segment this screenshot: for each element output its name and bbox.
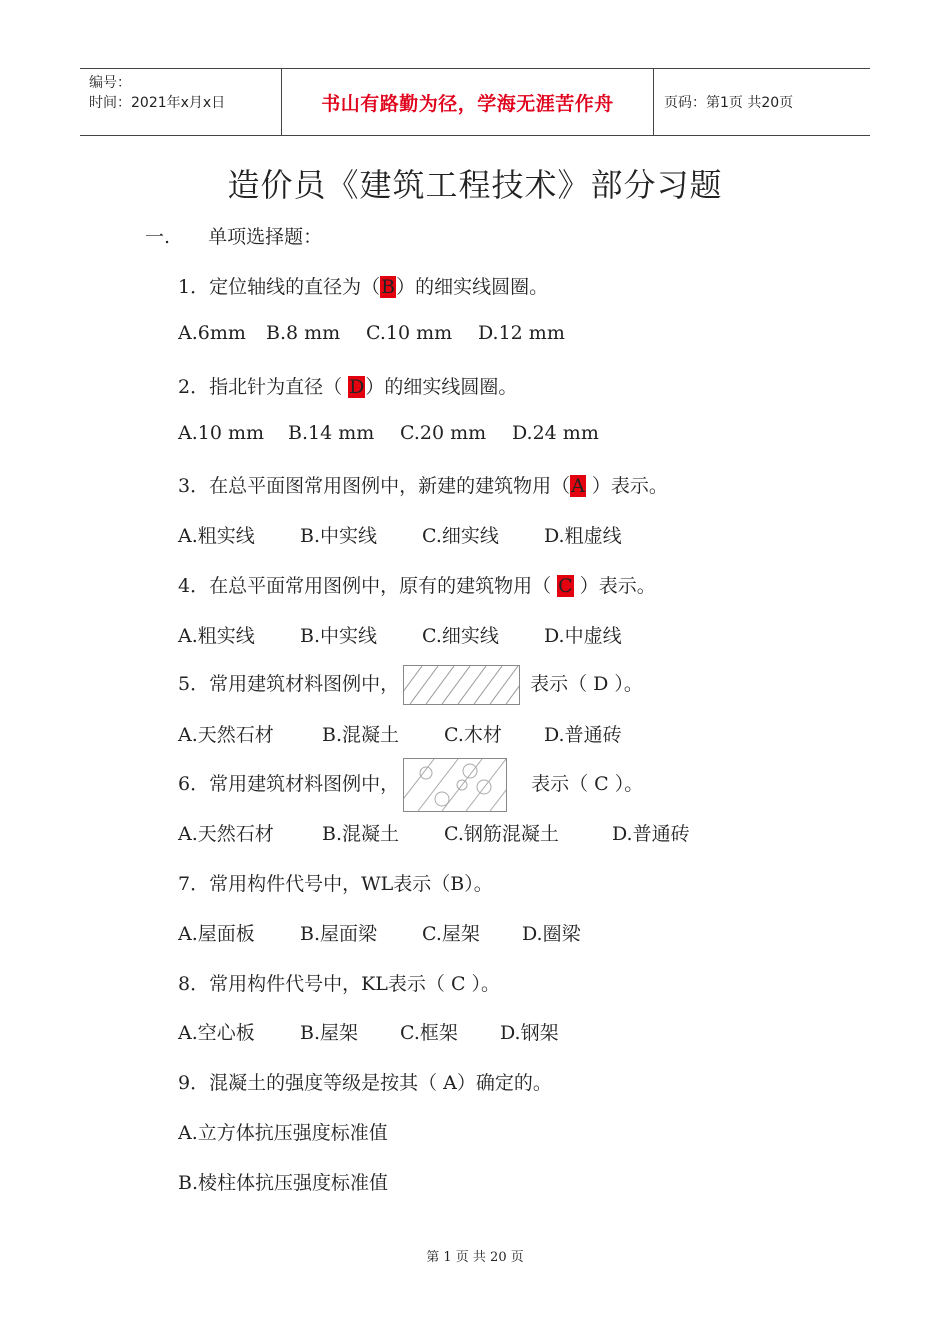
- answer-highlight: A: [571, 475, 585, 497]
- header-motto-cell: [282, 69, 654, 135]
- question-text: ）表示。: [573, 575, 656, 597]
- number-label: 编号：: [89, 75, 131, 91]
- option: B.中实线: [300, 625, 378, 647]
- option: C.屋架: [422, 923, 480, 945]
- question-6: [178, 758, 643, 812]
- option: A.屋面板: [178, 923, 255, 945]
- time-label: 时间：2021年x月x日: [89, 95, 226, 111]
- question-text: 3．在总平面图常用图例中，新建的建筑物用（: [178, 475, 571, 497]
- question-8: 8．常用构件代号中，KL表示（ C ）。: [178, 973, 501, 995]
- option: C.10 mm: [366, 322, 453, 344]
- question-text: 表示（ D ）。: [530, 673, 643, 695]
- option: C.钢筋混凝土: [444, 823, 559, 845]
- question-text: 4．在总平面常用图例中，原有的建筑物用（: [178, 575, 558, 597]
- question-6-options: [178, 819, 690, 846]
- option: B.8 mm: [266, 322, 341, 344]
- answer-highlight: D: [349, 376, 365, 398]
- option: C.木材: [444, 724, 502, 746]
- question-8-options: [178, 1018, 559, 1045]
- option: A.天然石材: [178, 724, 274, 746]
- question-7: 7．常用构件代号中，WL表示（B）。: [178, 873, 493, 895]
- question-text: 6．常用建筑材料图例中，: [178, 773, 400, 795]
- motto-text: 书山有路勤为径，学海无涯苦作舟: [321, 92, 614, 115]
- question-text: ）的细实线圆圈。: [365, 376, 518, 398]
- question-4: [178, 571, 656, 598]
- answer-highlight: C: [558, 575, 573, 597]
- option: D.24 mm: [512, 422, 599, 444]
- option: D.粗虚线: [544, 525, 622, 547]
- option: B.屋架: [300, 1022, 359, 1044]
- option: A.空心板: [178, 1022, 255, 1044]
- option: C.20 mm: [400, 422, 487, 444]
- question-text: 2．指北针为直径（: [178, 376, 349, 398]
- option: D.钢架: [500, 1022, 559, 1044]
- option: A.粗实线: [178, 525, 255, 547]
- question-4-options: [178, 621, 622, 648]
- option: B.14 mm: [288, 422, 375, 444]
- page-info: 页码：第1页 共20页: [664, 95, 794, 111]
- header-page-info-cell: [654, 69, 870, 135]
- question-1-options: [178, 322, 565, 344]
- question-text: 表示（ C ）。: [531, 773, 644, 795]
- option: D.中虚线: [544, 625, 622, 647]
- option: C.细实线: [422, 625, 499, 647]
- option: A.天然石材: [178, 823, 274, 845]
- question-5: [178, 665, 643, 705]
- option: D.12 mm: [478, 322, 565, 344]
- header-table: [80, 68, 870, 136]
- question-text: 5．常用建筑材料图例中，: [178, 673, 400, 695]
- question-3: [178, 471, 668, 498]
- header-meta: [80, 69, 282, 135]
- option: A.6mm: [178, 322, 246, 344]
- question-3-options: [178, 521, 622, 548]
- option: D.普通砖: [612, 823, 690, 845]
- wood-hatch-legend-icon: [403, 665, 520, 705]
- section-label: 单项选择题：: [208, 226, 323, 248]
- question-9-option-a: A.立方体抗压强度标准值: [178, 1122, 388, 1144]
- question-2-options: [178, 422, 599, 444]
- question-5-options: [178, 720, 622, 747]
- question-9-option-b: B.棱柱体抗压强度标准值: [178, 1172, 389, 1194]
- option: B.中实线: [300, 525, 378, 547]
- answer-highlight: B: [381, 276, 396, 298]
- section-marker: 一.: [145, 226, 171, 248]
- option: C.框架: [400, 1022, 458, 1044]
- option: B.混凝土: [322, 823, 400, 845]
- document-title: 造价员《建筑工程技术》部分习题: [227, 166, 723, 204]
- question-1: [178, 272, 548, 299]
- option: A.粗实线: [178, 625, 255, 647]
- option: A.10 mm: [178, 422, 265, 444]
- question-7-options: [178, 919, 581, 946]
- question-text: ）表示。: [585, 475, 668, 497]
- option: B.屋面梁: [300, 923, 378, 945]
- reinforced-concrete-legend-icon: [403, 758, 507, 812]
- question-text: 1．定位轴线的直径为（: [178, 276, 381, 298]
- option: B.混凝土: [322, 724, 400, 746]
- question-9: 9．混凝土的强度等级是按其（ A）确定的。: [178, 1072, 552, 1094]
- question-text: ）的细实线圆圈。: [396, 276, 549, 298]
- option: C.细实线: [422, 525, 499, 547]
- page-footer: 第 1 页 共 20 页: [426, 1250, 524, 1265]
- question-2: [178, 372, 517, 399]
- option: D.圈梁: [522, 923, 581, 945]
- option: D.普通砖: [544, 724, 622, 746]
- section-heading: [145, 222, 322, 249]
